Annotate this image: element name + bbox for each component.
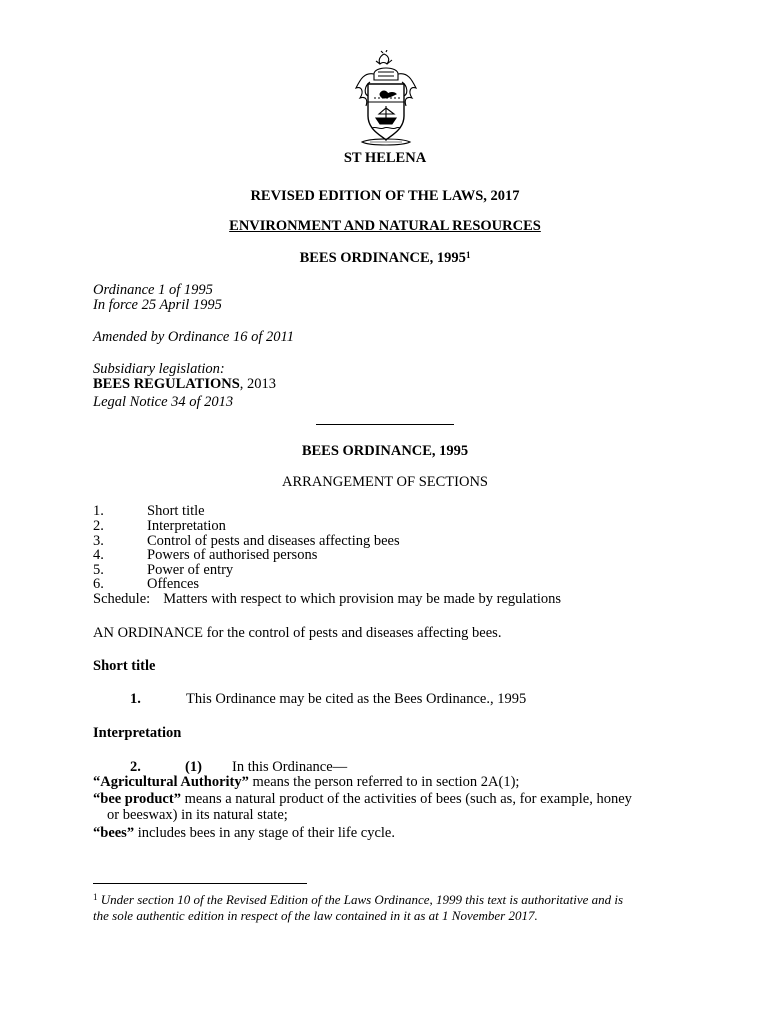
subsidiary-label: Subsidiary legislation: <box>93 361 225 377</box>
toc-item-number: 3. <box>93 533 104 549</box>
definition-text: includes bees in any stage of their life cycle. <box>134 825 395 841</box>
toc-item-number: 2. <box>93 518 104 534</box>
toc-item-label: Short title <box>147 503 205 519</box>
regulations-year: , 2013 <box>239 376 277 392</box>
regulations-name: BEES REGULATIONS <box>93 376 240 392</box>
schedule-label: Schedule: <box>93 591 151 607</box>
section-number: 2. <box>130 759 141 775</box>
section-heading-short-title: Short title <box>93 658 156 674</box>
subsection-text: In this Ordinance— <box>232 759 348 775</box>
toc-item-number: 1. <box>93 503 104 519</box>
toc-item-number: 4. <box>93 547 104 563</box>
toc-item-number: 5. <box>93 562 104 578</box>
ordinance-title-text: BEES ORDINANCE, 1995 <box>299 250 466 266</box>
section-number: 1. <box>130 691 141 707</box>
footnote-text: Under section 10 of the Revised Edition of the Laws Ordinance, 1999 this text is authoritative and is <box>100 892 624 907</box>
amended-by: Amended by Ordinance 16 of 2011 <box>93 329 294 345</box>
contents-subtitle: ARRANGEMENT OF SECTIONS <box>282 474 488 490</box>
toc-item-label: Power of entry <box>147 562 234 578</box>
footnote <box>93 892 703 908</box>
footnote-reference[interactable]: 1 <box>465 250 471 260</box>
legal-notice: Legal Notice 34 of 2013 <box>93 394 234 410</box>
definition-item <box>93 792 693 807</box>
ordinance-title <box>0 251 770 266</box>
separator-rule <box>316 424 454 425</box>
definition-term: “bees” <box>93 825 135 841</box>
ordinance-number: Ordinance 1 of 1995 <box>93 282 213 298</box>
footnote-continuation: the sole authentic edition in respect of the law contained in it as at 1 November 2017. <box>93 908 538 923</box>
section-heading-interpretation: Interpretation <box>93 725 182 741</box>
definition-continuation: or beeswax) in its natural state; <box>107 807 288 823</box>
footnote-marker: 1 <box>93 892 98 902</box>
subject-heading: ENVIRONMENT AND NATURAL RESOURCES <box>229 218 541 234</box>
edition-heading: REVISED EDITION OF THE LAWS, 2017 <box>250 188 520 204</box>
toc-item-label: Control of pests and diseases affecting bees <box>147 533 400 549</box>
coat-of-arms-icon <box>350 50 422 150</box>
definition-term: “bee product” <box>93 791 181 807</box>
toc-item-label: Powers of authorised persons <box>147 547 318 563</box>
definition-term: “Agricultural Authority” <box>93 774 249 790</box>
jurisdiction-heading: ST HELENA <box>343 150 427 166</box>
toc-schedule[interactable] <box>93 592 561 607</box>
toc-item-number: 6. <box>93 576 104 592</box>
definition-item <box>93 775 693 790</box>
in-force-date: In force 25 April 1995 <box>93 297 222 313</box>
toc-item-label: Interpretation <box>147 518 226 534</box>
section-text: This Ordinance may be cited as the Bees Ordinance., 1995 <box>186 691 527 707</box>
definition-item <box>93 826 693 841</box>
schedule-text: Matters with respect to which provision may be made by regulations <box>163 591 562 607</box>
toc-item-label: Offences <box>147 576 200 592</box>
preamble: AN ORDINANCE for the control of pests and diseases affecting bees. <box>93 625 502 641</box>
regulations-line <box>93 377 276 392</box>
definition-text: means a natural product of the activities of bees (such as, for example, honey <box>180 791 632 807</box>
footnote-separator <box>93 883 307 884</box>
definition-text: means the person referred to in section 2A(1); <box>248 774 520 790</box>
contents-title: BEES ORDINANCE, 1995 <box>301 443 469 459</box>
subsection-number: (1) <box>185 759 202 775</box>
